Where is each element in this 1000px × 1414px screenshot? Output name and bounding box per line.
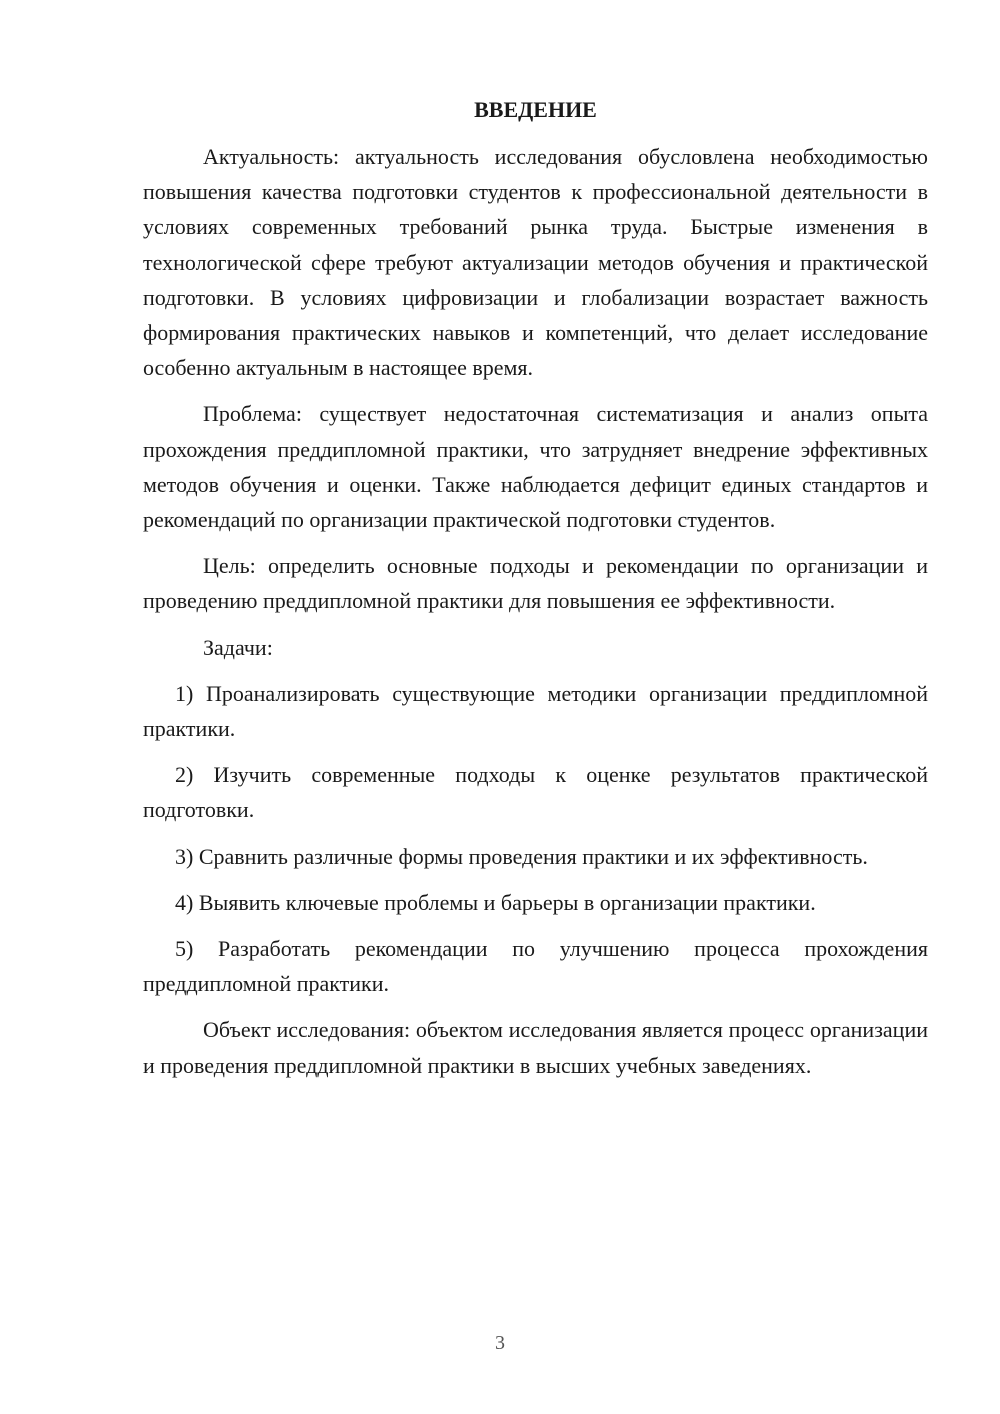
task-item-5: 5) Разработать рекомендации по улучшению процесса прохождения преддипломной практики. <box>143 936 928 997</box>
task-item-4: 4) Выявить ключевые проблемы и барьеры в организации практики. <box>175 889 816 915</box>
paragraph-problem: Проблема: существует недостаточная систематизация и анализ опыта прохождения преддипломной практики, что затрудняет внедрение эффективных методов обучения и оценки. Также наблюдается дефицит единых стандартов и рекомендаций по организации практической подготовки студентов. <box>143 401 928 533</box>
section-heading: ВВЕДЕНИЕ <box>474 97 597 122</box>
task-item-3: 3) Сравнить различные формы проведения практики и их эффективность. <box>175 843 868 869</box>
paragraph-goal: Цель: определить основные подходы и рекомендации по организации и проведению преддипломной практики для повышения ее эффективности. <box>143 553 928 614</box>
tasks-label: Задачи: <box>203 634 273 660</box>
paragraph-relevance: Актуальность: актуальность исследования обусловлена необходимостью повышения качества подготовки студентов к профессиональной деятельности в условиях современных требований рынка труда. Быстрые изменения в технологической сфере требуют актуализации методов обучения и практической подготовки. В условиях цифровизации и глобализации возрастает важность формирования практических навыков и компетенций, что делает исследование особенно актуальным в настоящее время. <box>143 144 928 381</box>
paragraph-object: Объект исследования: объектом исследования является процесс организации и проведения преддипломной практики в высших учебных заведениях. <box>143 1017 928 1078</box>
page-number: 3 <box>495 1332 505 1354</box>
task-item-1: 1) Проанализировать существующие методики организации преддипломной практики. <box>143 680 928 742</box>
document-page <box>143 92 928 1094</box>
task-item-2: 2) Изучить современные подходы к оценке результатов практической подготовки. <box>143 762 928 823</box>
